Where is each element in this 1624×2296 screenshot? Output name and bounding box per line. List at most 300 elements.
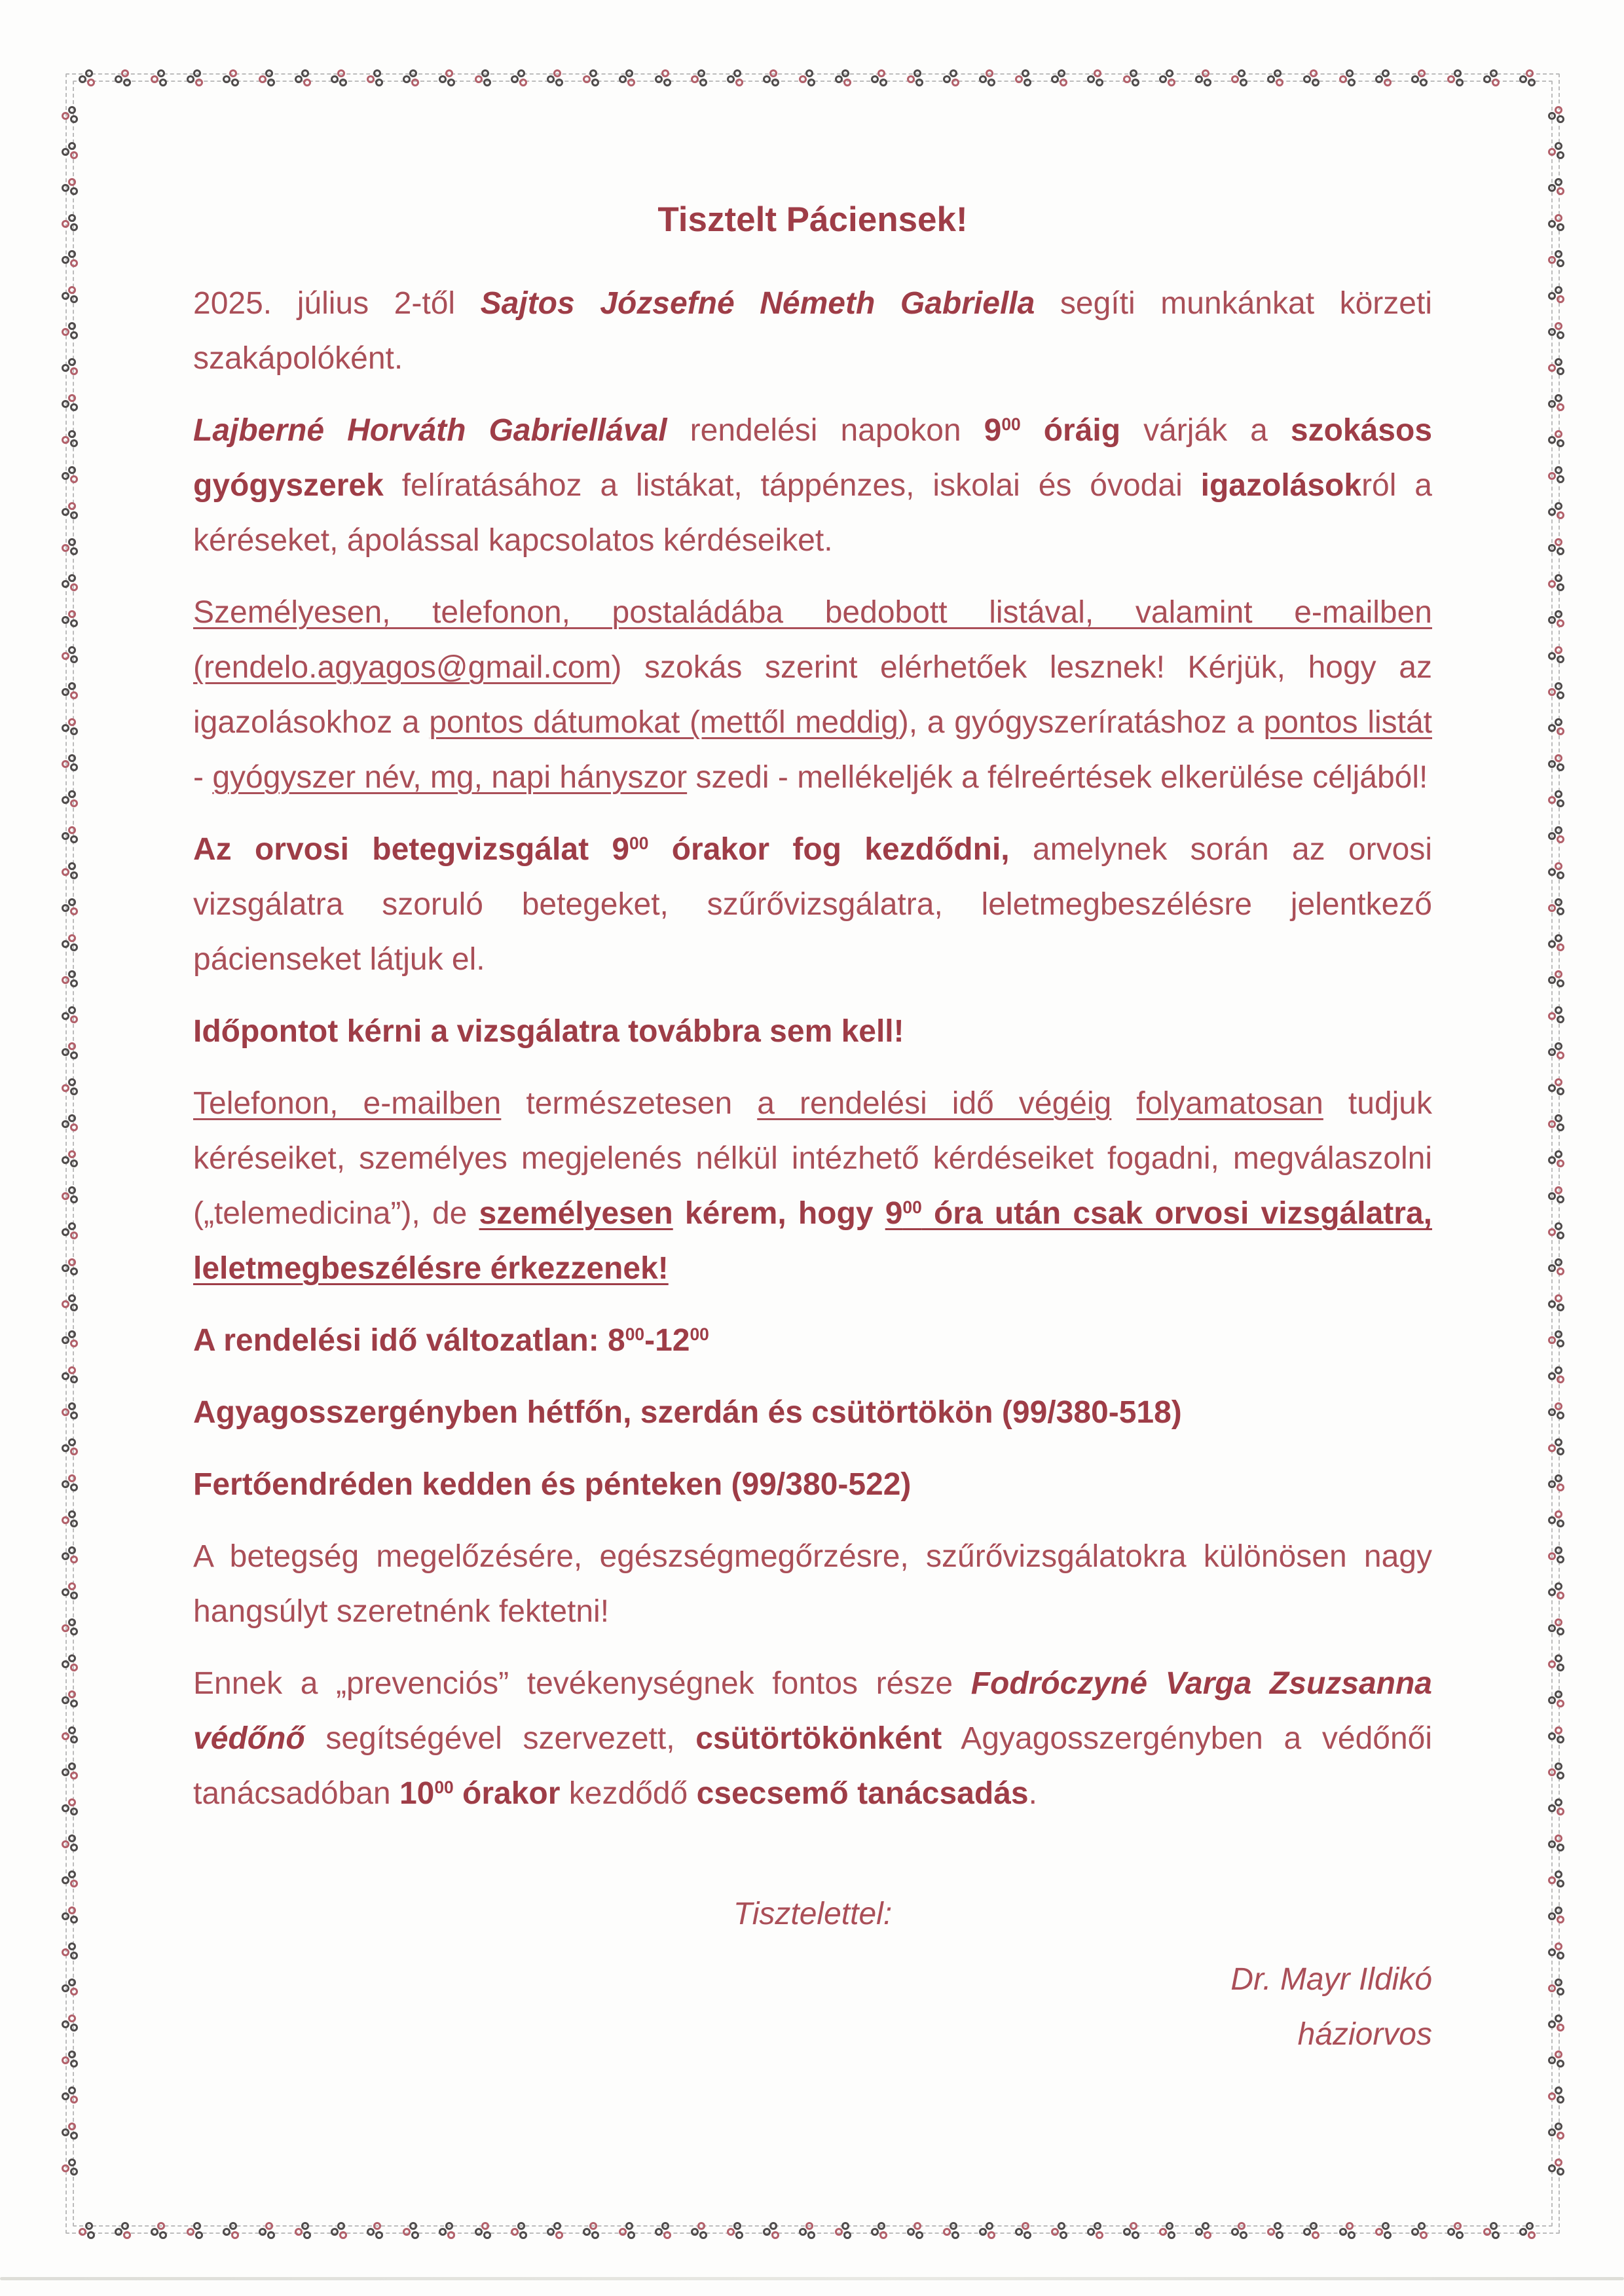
berry-dot-cluster <box>331 2222 346 2238</box>
text-segment: szedi - mellékeljék a félreértések elkerülése céljából! <box>687 760 1428 795</box>
berry-dot <box>70 1880 78 1887</box>
berry-dot <box>68 682 76 690</box>
text-segment: gyógyszer név, mg, napi hányszor <box>212 760 688 795</box>
berry-dot <box>1195 75 1203 83</box>
berry-dot <box>68 250 76 258</box>
berry-dot <box>187 2228 194 2236</box>
text-segment: órakor <box>453 1776 561 1811</box>
berry-dot-cluster <box>943 2222 959 2238</box>
berry-dot-cluster <box>1548 1222 1564 1238</box>
berry-dot <box>481 69 489 77</box>
berry-dot-cluster <box>62 1438 77 1454</box>
berry-dot <box>331 75 339 83</box>
berry-dot <box>70 439 78 447</box>
berry-dot-cluster <box>62 934 77 950</box>
berry-dot <box>62 256 69 264</box>
berry-dot <box>70 1339 78 1347</box>
berry-dot <box>195 79 203 86</box>
berry-dot <box>70 835 78 843</box>
berry-dot <box>62 1588 69 1596</box>
berry-dot-cluster <box>331 69 346 85</box>
berry-dot-cluster <box>691 2222 707 2238</box>
berry-dot <box>1557 691 1564 699</box>
berry-dot <box>62 220 69 228</box>
berry-dot-cluster <box>1548 1942 1564 1958</box>
berry-dot-cluster <box>1548 502 1564 518</box>
berry-dot <box>62 1084 69 1092</box>
berry-dot <box>986 2222 993 2230</box>
berry-dot <box>70 1592 78 1599</box>
berry-dot-cluster <box>619 69 635 85</box>
berry-dot-cluster <box>62 610 77 626</box>
berry-dot-cluster <box>1447 69 1463 85</box>
berry-dot <box>62 1444 69 1452</box>
berry-dot <box>1548 1300 1556 1308</box>
berry-dot-cluster <box>62 826 77 842</box>
berry-dot <box>62 1336 69 1344</box>
berry-dot <box>1557 1412 1564 1419</box>
berry-dot <box>1557 1123 1564 1131</box>
berry-dot <box>70 115 78 123</box>
berry-dot <box>1548 904 1556 912</box>
berry-dot-cluster <box>62 682 77 698</box>
berry-dot <box>1557 835 1564 843</box>
berry-dot <box>1526 69 1534 77</box>
berry-dot <box>1557 1988 1564 1995</box>
berry-dot <box>769 2222 777 2230</box>
berry-dot <box>1555 1438 1562 1446</box>
berry-dot <box>229 2222 237 2230</box>
text-segment: 00 <box>690 1324 709 1344</box>
berry-dot <box>1312 79 1320 86</box>
berry-dot <box>1557 1700 1564 1707</box>
berry-dot <box>1548 2056 1556 2064</box>
berry-dot <box>735 79 743 86</box>
berry-dot <box>1555 682 1562 690</box>
berry-dot <box>68 1870 76 1878</box>
berry-dot <box>331 2228 339 2236</box>
berry-dot <box>68 322 76 330</box>
text-segment: pontos listát <box>1263 705 1433 740</box>
berry-dot <box>979 2228 987 2236</box>
berry-dot <box>1492 79 1500 86</box>
berry-dot-cluster <box>1548 1402 1564 1418</box>
berry-dot <box>68 358 76 366</box>
berry-dot <box>195 2231 203 2239</box>
berry-dot <box>583 75 591 83</box>
berry-dot-cluster <box>835 2222 851 2238</box>
berry-dot <box>1555 1474 1562 1482</box>
berry-dot <box>1548 1120 1556 1128</box>
berry-dot-cluster <box>62 1762 77 1778</box>
berry-dot <box>1548 400 1556 408</box>
letter-body <box>193 194 1432 2062</box>
berry-dot-cluster <box>1339 2222 1355 2238</box>
text-segment: kérem, hogy <box>673 1196 885 1231</box>
berry-dot <box>841 69 849 77</box>
berry-dot <box>68 1114 76 1122</box>
berry-dot-cluster <box>1267 2222 1283 2238</box>
berry-dot <box>193 69 201 77</box>
berry-dot-cluster <box>187 69 202 85</box>
berry-dot <box>62 2020 69 2028</box>
berry-dot <box>68 970 76 978</box>
berry-dot <box>62 2092 69 2100</box>
berry-dot <box>1548 328 1556 336</box>
berry-dot <box>1557 943 1564 951</box>
berry-dot-cluster <box>1548 1438 1564 1454</box>
berry-dot <box>1555 1186 1562 1194</box>
berry-dot <box>1238 2222 1246 2230</box>
berry-dot <box>62 760 69 768</box>
text-segment: 00 <box>629 833 649 853</box>
berry-dot <box>555 2231 563 2239</box>
text-segment: tudjuk kéréseiket, személyes megjelenés nélkül intézhető kérdéseiket fogadni, megválaszolni („telemedicina”), de <box>193 1086 1432 1231</box>
berry-dot <box>70 187 78 195</box>
berry-dot <box>68 1222 76 1230</box>
berry-dot <box>70 331 78 339</box>
berry-dot-cluster <box>1548 1546 1564 1562</box>
berry-dot-cluster <box>62 1906 77 1922</box>
berry-dot <box>1555 1618 1562 1626</box>
berry-dot <box>1548 508 1556 516</box>
berry-dot <box>1548 1552 1556 1560</box>
berry-dot <box>1548 1768 1556 1776</box>
berry-dot <box>68 1906 76 1914</box>
berry-dot <box>62 400 69 408</box>
berry-dot-cluster <box>1483 2222 1499 2238</box>
berry-dot-cluster <box>1159 2222 1175 2238</box>
berry-dot-cluster <box>1015 2222 1031 2238</box>
berry-dot <box>1276 79 1283 86</box>
text-segment: ), a gyógyszeríratáshoz a <box>898 705 1264 740</box>
berry-dot <box>70 403 78 411</box>
berry-dot <box>70 2096 78 2104</box>
berry-dot <box>1060 79 1067 86</box>
berry-dot <box>1548 256 1556 264</box>
berry-dot-cluster <box>62 538 77 554</box>
berry-dot-cluster <box>1548 790 1564 806</box>
berry-dot <box>70 1087 78 1095</box>
text-segment: -12 <box>644 1323 690 1358</box>
berry-dot <box>1420 2231 1428 2239</box>
berry-dot <box>1339 75 1347 83</box>
text-segment: 2025. július 2-től <box>193 286 481 321</box>
berry-dot <box>303 2231 311 2239</box>
berry-dot-cluster <box>1548 358 1564 374</box>
berry-dot <box>979 75 987 83</box>
berry-dot-cluster <box>583 2222 599 2238</box>
berry-dot <box>1548 220 1556 228</box>
berry-dot <box>70 1412 78 1419</box>
berry-dot <box>1202 2222 1209 2230</box>
berry-dot <box>591 79 599 86</box>
berry-dot <box>483 2231 491 2239</box>
berry-dot <box>1555 1042 1562 1050</box>
berry-dot <box>62 1300 69 1308</box>
berry-dot-cluster <box>62 250 77 266</box>
berry-dot <box>1526 2222 1534 2230</box>
berry-dot <box>1310 2222 1318 2230</box>
berry-dot <box>68 1330 76 1338</box>
berry-dot <box>70 1051 78 1059</box>
berry-dot <box>223 2228 231 2236</box>
berry-dot <box>68 2050 76 2058</box>
text-segment: 9 <box>885 1196 903 1231</box>
berry-dot <box>70 2060 78 2068</box>
berry-dot <box>1548 2020 1556 2028</box>
berry-dot <box>1557 2132 1564 2140</box>
berry-dot <box>403 75 411 83</box>
berry-dot <box>733 69 741 77</box>
berry-dot <box>1555 1150 1562 1158</box>
berry-dot <box>68 862 76 870</box>
berry-dot <box>70 547 78 555</box>
berry-dot <box>877 2222 885 2230</box>
berry-dot <box>1492 2231 1500 2239</box>
berry-dot-cluster <box>223 69 238 85</box>
berry-dot <box>62 1984 69 1992</box>
berry-dot <box>375 2231 383 2239</box>
berry-dot <box>1557 331 1564 339</box>
berry-dot <box>1375 2228 1383 2236</box>
berry-dot <box>591 2231 599 2239</box>
berry-dot-cluster <box>62 1294 77 1310</box>
berry-dot <box>627 79 635 86</box>
berry-dot <box>1548 148 1556 156</box>
text-segment: szokásos gyógyszerek <box>193 413 1433 503</box>
berry-dot <box>1557 223 1564 231</box>
text-segment: 00 <box>902 1197 922 1217</box>
berry-dot <box>699 79 707 86</box>
berry-dot <box>70 475 78 483</box>
berry-dot <box>1555 574 1562 582</box>
berry-dot-cluster <box>475 69 490 85</box>
berry-dot <box>62 1912 69 1920</box>
berry-dot <box>511 75 519 83</box>
berry-dot <box>1555 106 1562 114</box>
berry-dot <box>62 508 69 516</box>
berry-dot <box>62 2164 69 2172</box>
berry-dot <box>1548 1264 1556 1272</box>
berry-dot <box>1555 142 1562 150</box>
berry-dot-cluster <box>1123 69 1139 85</box>
berry-dot <box>1557 2024 1564 2032</box>
berry-dot-cluster <box>799 69 815 85</box>
berry-dot <box>70 1700 78 1707</box>
berry-dot <box>1557 1844 1564 1851</box>
berry-dot <box>229 69 237 77</box>
berry-dot-cluster <box>1548 934 1564 950</box>
berry-dot <box>871 2228 879 2236</box>
berry-dot <box>1557 1484 1564 1491</box>
berry-dot <box>1557 871 1564 879</box>
berry-dot <box>1557 1195 1564 1203</box>
berry-dot-cluster <box>62 574 77 590</box>
berry-dot <box>735 2231 743 2239</box>
berry-dot <box>62 1516 69 1524</box>
berry-dot <box>1555 1006 1562 1014</box>
signature-block <box>193 1952 1432 2062</box>
berry-dot-cluster <box>1548 1474 1564 1490</box>
berry-dot <box>1548 1732 1556 1740</box>
berry-dot <box>1555 2086 1562 2094</box>
text-segment: a rendelési idő végéig <box>757 1086 1112 1121</box>
berry-dot <box>1555 430 1562 438</box>
berry-dot <box>1166 69 1173 77</box>
berry-dot <box>1548 724 1556 732</box>
berry-dot <box>877 69 885 77</box>
letter-title: Tisztelt Páciensek! <box>657 200 968 239</box>
text-segment: órakor fog kezdődni, <box>648 832 1010 867</box>
berry-dot <box>1159 75 1167 83</box>
berry-dot <box>1557 367 1564 375</box>
berry-dot <box>70 1195 78 1203</box>
berry-dot <box>517 69 525 77</box>
berry-dot <box>68 1978 76 1986</box>
berry-dot <box>70 367 78 375</box>
berry-dot <box>62 1120 69 1128</box>
berry-dot <box>68 1762 76 1770</box>
text-segment: Az orvosi betegvizsgálat 9 <box>193 832 630 867</box>
berry-dot <box>1555 1294 1562 1302</box>
text-segment: Ennek a „prevenciós” tevékenységnek fontos része <box>193 1666 971 1701</box>
berry-dot <box>62 1732 69 1740</box>
berry-dot <box>439 75 447 83</box>
berry-dot <box>411 79 419 86</box>
berry-dot-cluster <box>1548 2159 1564 2174</box>
berry-dot <box>68 1690 76 1698</box>
berry-dot <box>68 646 76 654</box>
berry-dot-cluster <box>943 69 959 85</box>
berry-dot <box>841 2222 849 2230</box>
berry-dot <box>115 75 122 83</box>
berry-dot <box>1548 1372 1556 1380</box>
berry-dot <box>68 2086 76 2094</box>
text-segment: A betegség megelőzésére, egészségmegőrzésre, szűrővizsgálatokra különösen nagy hangsúlyt szeretnénk fektetni! <box>193 1539 1432 1629</box>
text-segment: Agyagosszergényben a védőnői tanácsadóban <box>193 1721 1433 1811</box>
berry-dot <box>68 286 76 294</box>
berry-dot <box>835 75 843 83</box>
berry-dot <box>1548 1516 1556 1524</box>
berry-dot <box>68 430 76 438</box>
paragraph-no-appointment <box>193 1004 1432 1059</box>
berry-dot <box>1015 2228 1023 2236</box>
berry-dot-cluster <box>1548 1762 1564 1778</box>
berry-dot <box>68 1798 76 1806</box>
berry-dot <box>951 79 959 86</box>
berry-dot <box>1557 1808 1564 1815</box>
berry-dot-cluster <box>62 1474 77 1490</box>
berry-dot <box>68 1510 76 1518</box>
paragraph-examination-start <box>193 822 1432 987</box>
berry-dot <box>70 979 78 987</box>
text-segment: Agyagosszergényben hétfőn, szerdán és csütörtökön (99/380-518) <box>193 1395 1182 1430</box>
berry-dot-cluster <box>62 1258 77 1274</box>
berry-dot <box>1557 979 1564 987</box>
berry-dot <box>1557 1051 1564 1059</box>
text-segment: Telefonon, e-mailben <box>193 1086 502 1121</box>
berry-dot <box>943 2228 951 2236</box>
berry-dot <box>337 69 345 77</box>
paragraph-infant-consultation <box>193 1656 1432 1821</box>
berry-dot <box>68 394 76 402</box>
berry-dot <box>1303 75 1311 83</box>
berry-dot <box>1555 286 1562 294</box>
berry-dot <box>1548 1084 1556 1092</box>
berry-dot-cluster <box>151 2222 166 2238</box>
text-segment: Sajtos Józsefné Németh Gabriella <box>480 286 1035 321</box>
berry-dot <box>223 75 231 83</box>
berry-dot-cluster <box>62 466 77 482</box>
berry-dot-cluster <box>1548 1150 1564 1166</box>
berry-dot <box>1555 214 1562 222</box>
berry-dot-cluster <box>62 1870 77 1886</box>
berry-dot <box>70 2168 78 2176</box>
berry-dot <box>697 2222 705 2230</box>
berry-dot-cluster <box>1548 1114 1564 1130</box>
berry-dot <box>62 796 69 804</box>
berry-dot-cluster <box>62 898 77 914</box>
berry-dot <box>1555 1366 1562 1374</box>
berry-dot <box>79 2228 86 2236</box>
berry-dot <box>1548 1696 1556 1704</box>
berry-dot <box>1274 69 1282 77</box>
berry-dot-cluster <box>1548 1798 1564 1814</box>
berry-dot <box>1348 79 1356 86</box>
berry-dot <box>879 79 887 86</box>
paragraph-agyagosszergeny-days <box>193 1385 1432 1440</box>
berry-dot <box>1447 2228 1455 2236</box>
berry-dot-cluster <box>403 69 418 85</box>
berry-dot <box>1548 1912 1556 1920</box>
berry-dot-cluster <box>1548 2014 1564 2030</box>
berry-dot <box>1411 75 1419 83</box>
berry-dot-cluster <box>115 2222 130 2238</box>
berry-dot <box>1548 1984 1556 1992</box>
berry-dot <box>1548 1804 1556 1812</box>
berry-dot <box>1420 79 1428 86</box>
berry-dot <box>1555 2123 1562 2130</box>
berry-dot-cluster <box>62 1114 77 1130</box>
berry-dot <box>70 259 78 267</box>
paragraph-nurse-hours <box>193 403 1432 568</box>
berry-dot <box>1384 2231 1392 2239</box>
berry-dot <box>769 69 777 77</box>
berry-dot-cluster <box>1231 2222 1247 2238</box>
berry-dot <box>70 1267 78 1275</box>
berry-dot-cluster <box>1519 2222 1535 2238</box>
berry-dot-cluster <box>835 69 851 85</box>
berry-dot <box>547 2228 555 2236</box>
berry-dot <box>1240 79 1247 86</box>
berry-dot-cluster <box>1548 538 1564 554</box>
berry-dot <box>511 2228 519 2236</box>
closing-salutation: Tisztelettel: <box>733 1897 893 1931</box>
berry-dot-cluster <box>1339 69 1355 85</box>
berry-dot <box>68 1582 76 1590</box>
berry-dot-cluster <box>871 2222 887 2238</box>
berry-dot-cluster <box>62 1042 77 1058</box>
berry-dot <box>445 2222 453 2230</box>
berry-dot-cluster <box>1195 69 1211 85</box>
berry-dot-cluster <box>1548 2050 1564 2066</box>
berry-dot-cluster <box>62 2086 77 2102</box>
berry-dot <box>411 2231 419 2239</box>
berry-dot-cluster <box>62 1690 77 1706</box>
berry-dot-cluster <box>62 394 77 410</box>
text-segment: Fertőendréden kedden és pénteken (99/380-522) <box>193 1467 912 1502</box>
